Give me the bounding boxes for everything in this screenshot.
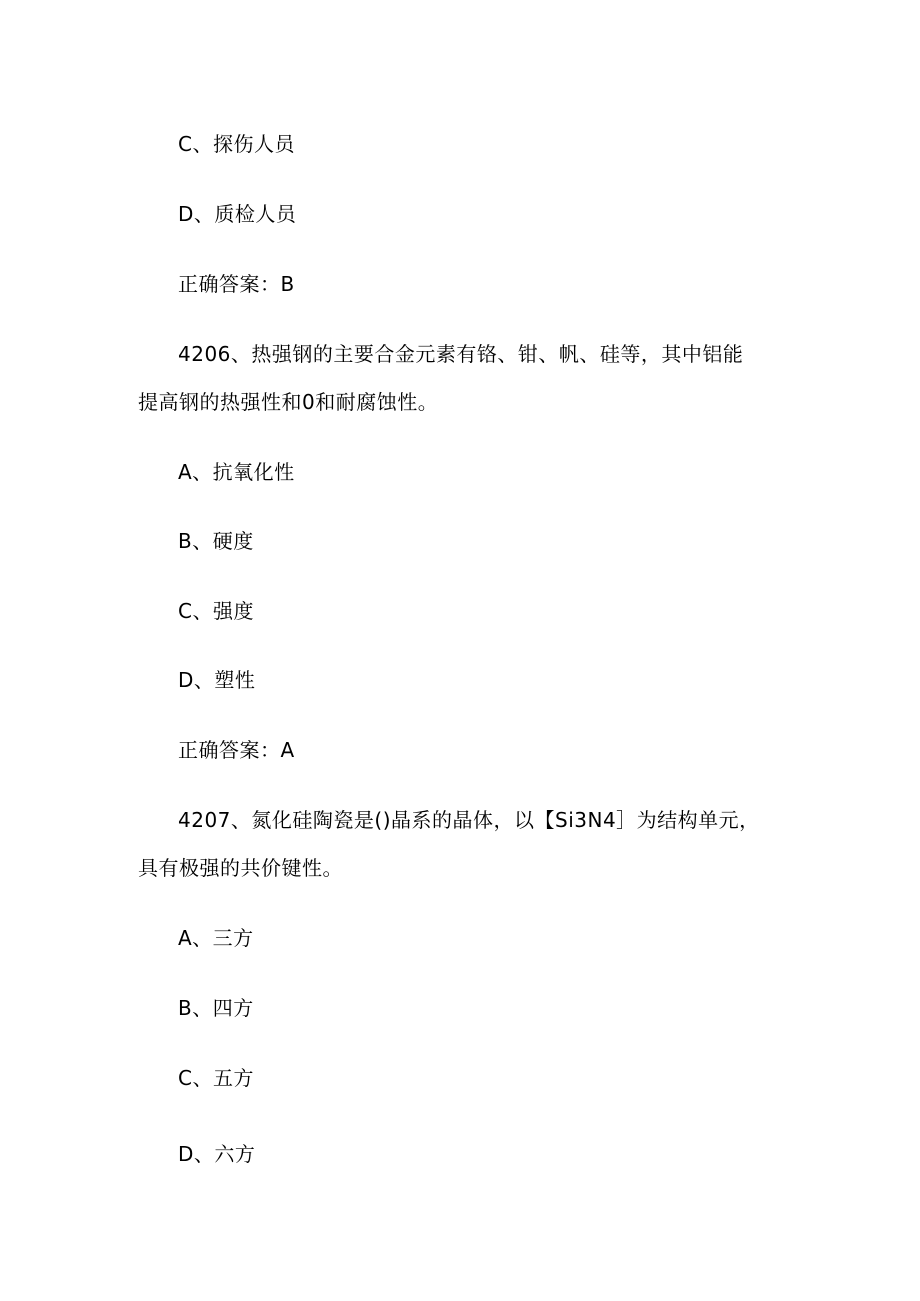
option-b: B、四方 bbox=[178, 996, 254, 1020]
option-d: D、质检人员 bbox=[178, 202, 297, 226]
option-a: A、三方 bbox=[178, 926, 254, 950]
option-c: C、五方 bbox=[178, 1066, 254, 1090]
correct-answer: 正确答案：B bbox=[178, 272, 295, 296]
correct-answer: 正确答案：A bbox=[178, 738, 295, 762]
option-c: C、探伤人员 bbox=[178, 132, 295, 156]
option-d: D、塑性 bbox=[178, 668, 256, 692]
option-a: A、抗氧化性 bbox=[178, 460, 295, 484]
question-stem-line2: 具有极强的共价键性。 bbox=[138, 856, 343, 880]
question-stem-line1: 4206、热强钢的主要合金元素有铬、钳、帆、硅等，其中铝能 bbox=[178, 342, 744, 366]
option-c: C、强度 bbox=[178, 599, 254, 623]
question-stem-line1: 4207、氮化硅陶瓷是()晶系的晶体，以【Si3N4］为结构单元， bbox=[178, 808, 760, 832]
option-d: D、六方 bbox=[178, 1142, 256, 1166]
question-stem-line2: 提高钢的热强性和0和耐腐蚀性。 bbox=[138, 390, 439, 414]
option-b: B、硬度 bbox=[178, 529, 254, 553]
